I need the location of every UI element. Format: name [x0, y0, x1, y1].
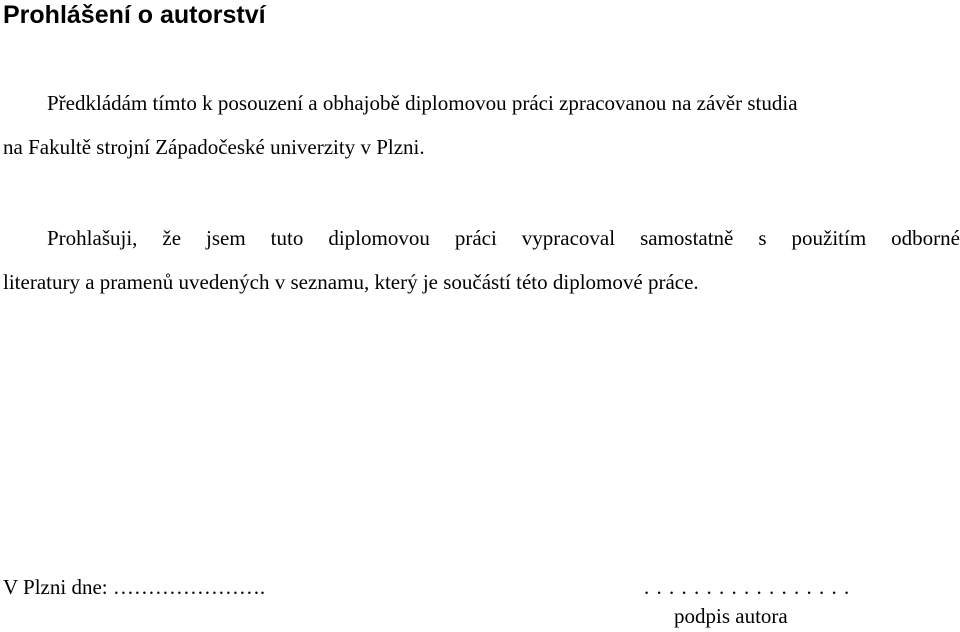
submission-paragraph — [3, 81, 960, 169]
place-date-field: V Plzni dne: …………………. — [3, 575, 266, 599]
document-title: Prohlášení o autorství — [3, 1, 266, 29]
declaration-paragraph-line-2: literatury a pramenů uvedených v seznamu, který je součástí této diplomové práce. — [3, 270, 699, 294]
submission-paragraph-line-1: Předkládám tímto k posouzení a obhajobě diplomovou práci zpracovanou na závěr studia — [47, 91, 798, 115]
submission-paragraph-line-2: na Fakultě strojní Západočeské univerzity v Plzni. — [3, 135, 425, 159]
signature-label: podpis autora — [674, 604, 788, 628]
declaration-paragraph-line-1: Prohlašuji, že jsem tuto diplomovou práci vypracoval samostatně s použitím odborné — [47, 226, 960, 250]
declaration-paragraph — [3, 216, 960, 304]
signature-line: . . . . . . . . . . . . . . . . . — [644, 575, 851, 599]
